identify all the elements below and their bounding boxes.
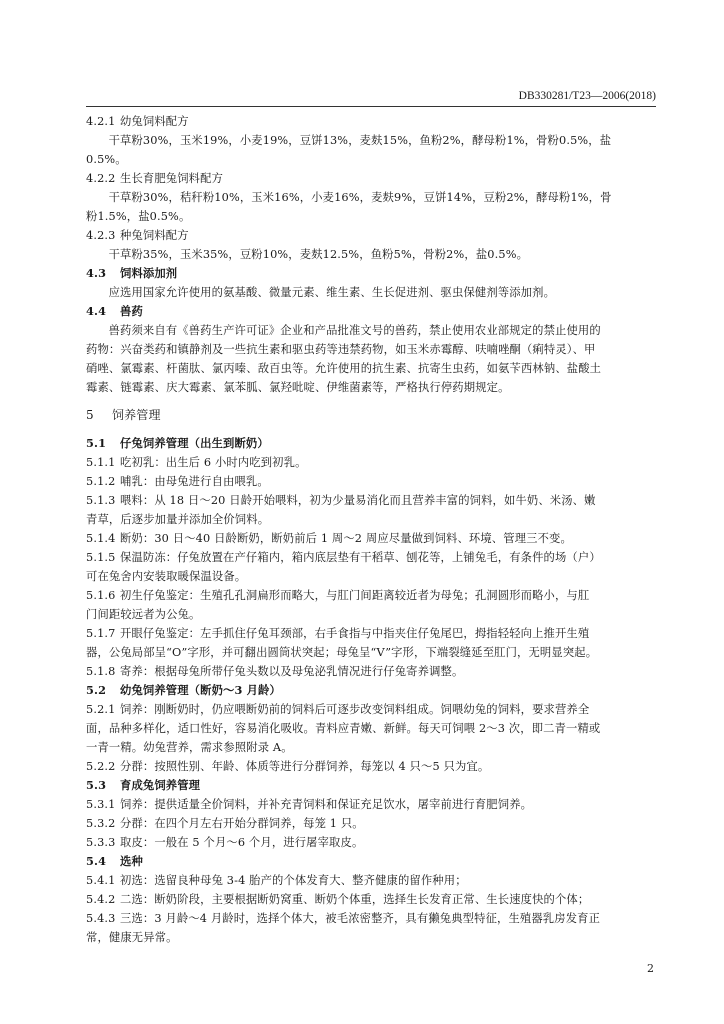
- clause-text: 初选：选留良种母兔 3-4 胎产的个体发育大、整齐健康的留作种用；: [120, 874, 467, 887]
- standard-code: DB330281/T23—2006(2018): [518, 90, 656, 102]
- clause-text: 开眼仔兔鉴定：左手抓住仔兔耳颈部，右手食指与中指夹住仔兔尾巴，拇指轻轻向上推开生殖: [120, 627, 590, 640]
- clause-text: 取皮：一般在 5 个月～6 个月，进行屠宰取皮。: [120, 836, 364, 849]
- clause-text: 断奶：30 日～40 日龄断奶，断奶前后 1 周～2 周应尽量做到饲料、环境、管理三不变。: [120, 532, 572, 545]
- clause-text: 饲养：刚断奶时，仍应喂断奶前的饲料后可逐步改变饲料组成。饲喂幼兔的饲料，要求营养全: [120, 703, 590, 716]
- clause-line: [86, 624, 656, 643]
- section-heading: [86, 302, 656, 321]
- clause-text: 分群：在四个月左右开始分群饲养，每笼 1 只。: [120, 817, 364, 830]
- section-heading: [86, 681, 656, 700]
- paragraph-line: 应选用国家允许使用的氨基酸、微量元素、维生素、生长促进剂、驱虫保健剂等添加剂。: [108, 286, 556, 299]
- section-heading: [86, 169, 656, 188]
- clause-number: 5.3.2: [86, 817, 116, 830]
- section-heading: [86, 434, 656, 453]
- clause-number: 5.1.8: [86, 665, 116, 678]
- clause-line: [86, 909, 656, 928]
- clause-text: 三选：3 月龄～4 月龄时，选择个体大，被毛浓密整齐，具有獭兔典型特征，生殖器乳房发育正: [120, 912, 601, 925]
- clause-text: 分群：按照性别、年龄、体质等进行分群饲养，每笼以 4 只～5 只为宜。: [120, 760, 490, 773]
- section-number: 5.4: [86, 854, 107, 868]
- paragraph-line: 药物：兴奋类药和镇静剂及一些抗生素和驱虫药等违禁药物，如玉米赤霉醇、呋喃唑酮（痢特灵）、甲: [86, 343, 596, 356]
- clause-text: 保温防冻：仔兔放置在产仔箱内，箱内底层垫有干稻草、刨花等，上铺兔毛，有条件的场（户）: [120, 551, 601, 564]
- document-body: [86, 112, 656, 947]
- section-title: 育成兔饲养管理: [120, 778, 201, 792]
- clause-text: 饲养：提供适量全价饲料，并补充青饲料和保证充足饮水，屠宰前进行育肥饲养。: [120, 798, 533, 811]
- clause-number: 5.1.2: [86, 475, 116, 488]
- section-number: 4.2.2: [86, 172, 116, 185]
- clause-number: 5.1.4: [86, 532, 116, 545]
- section-title: 生长育肥兔饲料配方: [120, 172, 224, 185]
- clause-line: [86, 890, 656, 909]
- section-heading: [86, 264, 656, 283]
- clause-text: 初生仔兔鉴定：生殖孔孔洞扁形而略大，与肛门间距离较近者为母兔；孔洞圆形而略小，与肛: [120, 589, 590, 602]
- clause-text: 二选：断奶阶段，主要根据断奶窝重、断奶个体重，选择生长发育正常、生长速度快的个体；: [120, 893, 590, 906]
- paragraph-line: 0.5%。: [86, 153, 127, 166]
- clause-line: [86, 814, 656, 833]
- clause-line: 面，品种多样化，适口性好，容易消化吸收。青料应青嫩、新鲜。每天可饲喂 2～3 次，即二青一精或: [86, 722, 601, 735]
- section-number: 5.3: [86, 778, 107, 792]
- clause-text: 吃初乳：出生后 6 小时内吃到初乳。: [120, 456, 307, 469]
- clause-line: [86, 833, 656, 852]
- clause-number: 5.2.2: [86, 760, 116, 773]
- section-number: 4.4: [86, 304, 107, 318]
- clause-line: [86, 472, 656, 491]
- paragraph-line: 霉素、链霉素、庆大霉素、氯苯胍、氯羟吡啶、伊维菌素等，严格执行停药期规定。: [86, 381, 510, 394]
- clause-number: 5.1.6: [86, 589, 116, 602]
- section-heading: [86, 776, 656, 795]
- header-rule: [86, 106, 656, 107]
- clause-number: 5.4.3: [86, 912, 116, 925]
- clause-line: 一青一精。幼兔营养，需求参照附录 A。: [86, 741, 293, 754]
- clause-number: 5.1.7: [86, 627, 116, 640]
- section-heading: [86, 406, 656, 425]
- paragraph-line: 干草粉35%，玉米35%，豆粉10%，麦麸12.5%，鱼粉5%，骨粉2%，盐0.5%。: [108, 248, 529, 261]
- clause-line: [86, 529, 656, 548]
- section-heading: [86, 226, 656, 245]
- section-title: 种兔饲料配方: [120, 229, 189, 242]
- clause-text: 喂料：从 18 日～20 日龄开始喂料，初为少量易消化而且营养丰富的饲料，如牛奶、米汤、嫩: [120, 494, 596, 507]
- section-heading: [86, 112, 656, 131]
- section-title: 饲料添加剂: [120, 266, 178, 280]
- clause-line: [86, 453, 656, 472]
- clause-text: 寄养：根据母兔所带仔兔头数以及母兔泌乳情况进行仔兔寄养调整。: [120, 665, 464, 678]
- section-number: 5.2: [86, 683, 107, 697]
- clause-line: [86, 871, 656, 890]
- page-number: 2: [647, 962, 654, 975]
- paragraph-line: 干草粉30%，秸秆粉10%，玉米16%，小麦16%，麦麸9%，豆饼14%，豆粉2%，酵母粉1%，骨: [108, 191, 612, 204]
- clause-line: 器，公兔局部呈“O”字形，并可翻出圆筒状突起；母兔呈“V”字形，下端裂缝延至肛门，无明显突起。: [86, 646, 598, 659]
- clause-text: 哺乳：由母兔进行自由喂乳。: [120, 475, 269, 488]
- section-number: 4.2.3: [86, 229, 116, 242]
- paragraph-line: 硝唑、氯霉素、杆菌肽、氯丙嗪、敌百虫等。允许使用的抗生素、抗寄生虫药，如氨苄西林钠、盐酸土: [86, 362, 602, 375]
- paragraph-line: 兽药须来自有《兽药生产许可证》企业和产品批准文号的兽药，禁止使用农业部规定的禁止使用的: [108, 324, 601, 337]
- section-title: 兽药: [120, 304, 143, 318]
- section-title: 仔兔饲养管理（出生到断奶）: [120, 436, 269, 450]
- section-title: 饲养管理: [112, 408, 161, 422]
- section-number: 5.1: [86, 436, 107, 450]
- section-number: 4.3: [86, 266, 107, 280]
- paragraph-line: 粉1.5%，盐0.5%。: [86, 210, 191, 223]
- paragraph-line: 干草粉30%，玉米19%，小麦19%，豆饼13%，麦麸15%，鱼粉2%，酵母粉1%，骨粉0.5%，盐: [108, 134, 612, 147]
- clause-line: [86, 548, 656, 567]
- section-title: 幼兔饲料配方: [120, 115, 189, 128]
- clause-number: 5.1.3: [86, 494, 116, 507]
- clause-number: 5.2.1: [86, 703, 116, 716]
- clause-line: 可在兔舍内安装取暖保温设备。: [86, 570, 247, 583]
- clause-number: 5.3.1: [86, 798, 116, 811]
- section-title: 选种: [120, 854, 143, 868]
- clause-line: [86, 662, 656, 681]
- clause-number: 5.4.2: [86, 893, 116, 906]
- clause-line: [86, 491, 656, 510]
- clause-number: 5.1.1: [86, 456, 116, 469]
- section-number: 4.2.1: [86, 115, 116, 128]
- clause-line: 门间距较远者为公兔。: [86, 608, 201, 621]
- clause-number: 5.1.5: [86, 551, 116, 564]
- clause-line: [86, 700, 656, 719]
- section-heading: [86, 852, 656, 871]
- clause-line: [86, 795, 656, 814]
- clause-number: 5.3.3: [86, 836, 116, 849]
- clause-line: 青草，后逐步加量并添加全价饲料。: [86, 513, 270, 526]
- section-title: 幼兔饲养管理（断奶～3 月龄）: [120, 683, 281, 697]
- section-number: 5: [86, 408, 94, 422]
- clause-line: 常，健康无异常。: [86, 931, 178, 944]
- clause-line: [86, 757, 656, 776]
- clause-number: 5.4.1: [86, 874, 116, 887]
- clause-line: [86, 586, 656, 605]
